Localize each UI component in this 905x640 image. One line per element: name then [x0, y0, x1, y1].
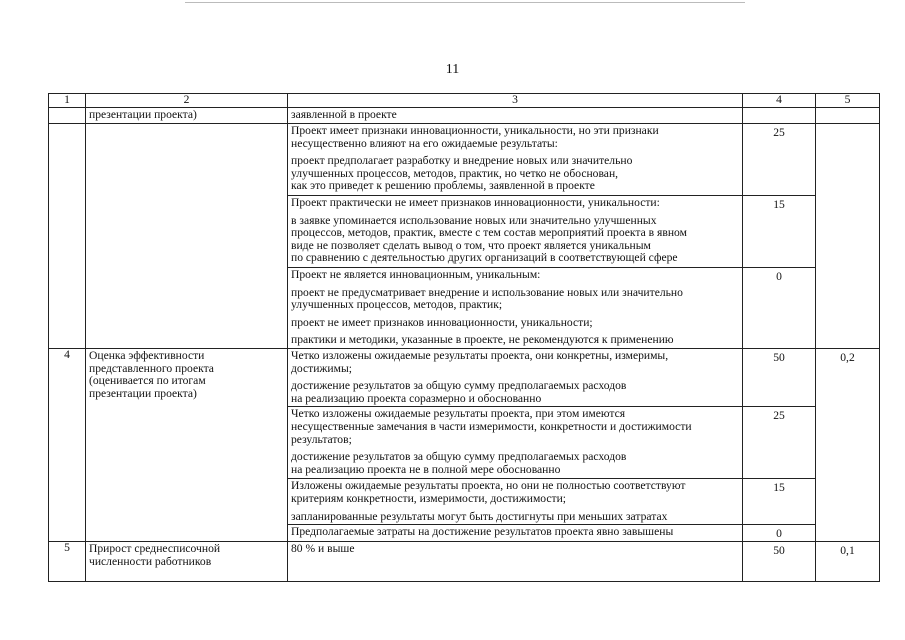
header-cell: 4: [743, 94, 816, 108]
description-line: заявленной в проекте: [291, 108, 397, 121]
description-line: запланированные результаты могут быть достигнуты при меньших затратах: [291, 509, 668, 523]
criteria-table: [48, 93, 880, 582]
score-value: [743, 108, 816, 124]
description-line: Изложены ожидаемые результаты проекта, но они не полностью соответствуют: [291, 479, 686, 493]
description-line: виде не позволяет сделать вывод о том, что проект является уникальным: [291, 238, 651, 252]
description-line: Четко изложены ожидаемые результаты проекта, при этом имеются: [291, 407, 626, 421]
header-cell: 3: [288, 94, 743, 108]
score-value: 50: [743, 348, 816, 406]
score-description: [288, 541, 743, 581]
description-line: как это приведет к решению проблемы, заявленной в проекте: [291, 179, 595, 193]
score-description: [288, 407, 743, 479]
score-value: 15: [743, 196, 816, 268]
criterion-number: [49, 124, 86, 349]
score-value: 0: [743, 525, 816, 542]
description-line: результатов;: [291, 432, 352, 446]
score-value: 25: [743, 407, 816, 479]
criterion-number: 4: [49, 348, 86, 541]
header-row: [49, 94, 880, 108]
header-cell: 5: [816, 94, 880, 108]
page-number: 11: [445, 62, 460, 77]
score-description: [288, 196, 743, 268]
description-line: Предполагаемые затраты на достижение результатов проекта явно завышены: [291, 525, 674, 539]
criterion-name: [86, 541, 288, 581]
weight-value: [816, 124, 880, 349]
description-line: проект не имеет признаков инновационности, уникальности;: [291, 315, 593, 329]
description-line: достижение результатов за общую сумму предполагаемых расходов: [291, 450, 627, 464]
criterion-line: Оценка эффективности: [89, 348, 205, 362]
description-line: Четко изложены ожидаемые результаты проекта, они конкретны, измеримы,: [291, 348, 669, 362]
description-line: практики и методики, указанные в проекте, не рекомендуются к применению: [291, 333, 674, 347]
description-line: 80 % и выше: [291, 541, 355, 555]
description-line: достижимы;: [291, 361, 352, 375]
score-description: [288, 525, 743, 542]
score-value: 15: [743, 479, 816, 525]
description-line: несущественные замечания в части измеримости, конкретности и достижимости: [291, 419, 692, 433]
description-line: по сравнению с деятельностью других организаций в соответствующей сфере: [291, 251, 678, 265]
score-value: 0: [743, 268, 816, 349]
header-cell: 1: [49, 94, 86, 108]
criterion-line: презентации проекта): [89, 108, 197, 121]
description-line: на реализацию проекта соразмерно и обоснованно: [291, 391, 542, 405]
description-line: на реализацию проекта не в полной мере обоснованно: [291, 462, 561, 476]
description-line: достижение результатов за общую сумму предполагаемых расходов: [291, 379, 627, 393]
score-value: 50: [743, 541, 816, 581]
description-line: улучшенных процессов, методов, практик, но четко не обоснован,: [291, 166, 619, 180]
header-cell: 2: [86, 94, 288, 108]
description-line: Проект не является инновационным, уникальным:: [291, 268, 541, 281]
description-line: проект не предусматривает внедрение и использование новых или значительно: [291, 285, 683, 299]
description-line: Проект практически не имеет признаков инновационности, уникальности:: [291, 196, 660, 209]
weight-value: 0,1: [816, 541, 880, 581]
description-line: критериям конкретности, измеримости, достижимости;: [291, 491, 567, 505]
table-row: [49, 541, 880, 581]
weight-value: [816, 108, 880, 124]
description-line: Проект имеет признаки инновационности, уникальности, но эти признаки: [291, 124, 659, 137]
description-line: несущественно влияют на его ожидаемые результаты:: [291, 136, 558, 150]
description-line: процессов, методов, практик, вместе с тем состав мероприятий проекта в явном: [291, 226, 687, 240]
criterion-line: (оценивается по итогам: [89, 374, 206, 388]
score-value: 25: [743, 124, 816, 196]
table-row: [49, 124, 880, 196]
description-line: проект предполагает разработку и внедрение новых или значительно: [291, 154, 633, 168]
score-description: [288, 268, 743, 349]
criterion-name: [86, 124, 288, 349]
criterion-line: численности работников: [89, 554, 212, 568]
table-row: [49, 348, 880, 406]
description-line: в заявке упоминается использование новых или значительно улучшенных: [291, 213, 657, 227]
score-description: [288, 108, 743, 124]
weight-value: 0,2: [816, 348, 880, 541]
criterion-number: [49, 108, 86, 124]
criterion-name: [86, 108, 288, 124]
top-edge-line: [185, 2, 745, 3]
table-row: [49, 108, 880, 124]
score-description: [288, 124, 743, 196]
criterion-line: Прирост среднесписочной: [89, 541, 221, 555]
criterion-number: 5: [49, 541, 86, 581]
score-description: [288, 479, 743, 525]
criterion-line: презентации проекта): [89, 386, 197, 400]
description-line: улучшенных процессов, методов, практик;: [291, 298, 503, 312]
score-description: [288, 348, 743, 406]
criterion-name: [86, 348, 288, 541]
criterion-line: представленного проекта: [89, 361, 214, 375]
